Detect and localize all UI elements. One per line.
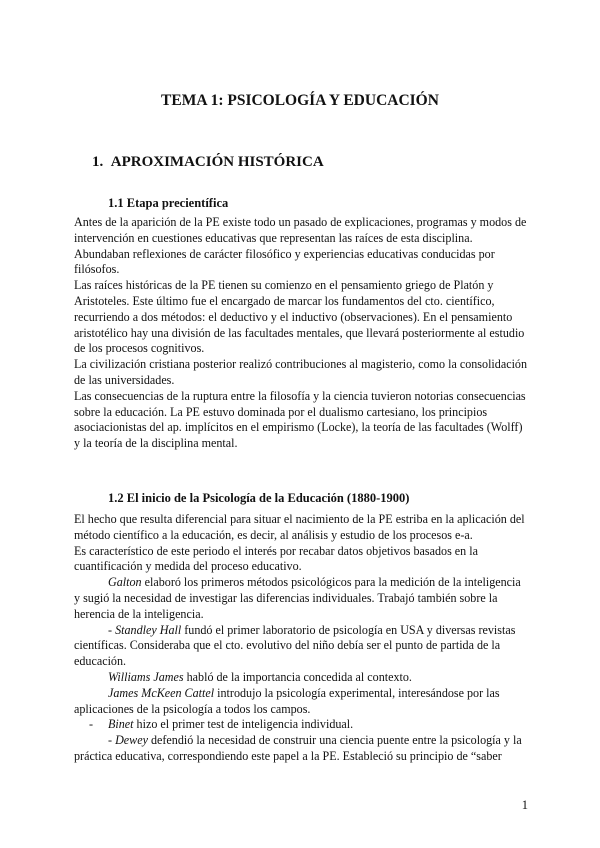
text-line: científicas. Consideraba que el cto. evolutivo del niño debía ser el punto de partida de la	[74, 638, 501, 653]
paragraph-cattel	[74, 686, 528, 702]
subsection-heading-1-1: 1.1 Etapa precientífica	[108, 196, 229, 210]
text-line: El hecho que resulta diferencial para situar el nacimiento de la PE estriba en la aplicación del	[74, 512, 525, 526]
paragraph-galton	[74, 575, 528, 591]
paragraph-james	[74, 670, 528, 686]
text-line: aplicaciones de la psicología a todos los campos.	[74, 701, 311, 716]
text-line: Las consecuencias de la ruptura entre la filosofía y la ciencia tuvieron notorias consecuencias	[74, 388, 526, 403]
subsection-heading-1-2: 1.2 El inicio de la Psicología de la Educación (1880-1900)	[108, 491, 410, 505]
subsection-1-1-body	[74, 215, 528, 452]
subsection-1-2-body	[74, 512, 528, 765]
author-name: Standley Hall	[115, 622, 182, 637]
text-line: Antes de la aparición de la PE existe todo un pasado de explicaciones, programas y modos de	[74, 215, 527, 229]
text-line: filósofos.	[74, 262, 120, 277]
text-line: educación.	[74, 654, 127, 669]
author-name: Williams James	[108, 669, 184, 684]
paragraph-binet	[74, 717, 528, 733]
author-name: James McKeen Cattel	[108, 685, 215, 700]
text-line: asociacionistas del ap. implícitos en el empirismo (Locke), la teoría de las facultades (Wolff)	[74, 420, 523, 435]
text-fragment: defendió la necesidad de construir una ciencia puente entre la psicología y la	[147, 733, 522, 748]
text-line: Aristoteles. Este último fue el encargado de marcar los fundamentos del cto. científico,	[74, 293, 495, 308]
page-number: 1	[521, 798, 528, 812]
paragraph-dewey	[74, 733, 528, 749]
list-dash: -	[108, 622, 116, 637]
text-line: Abundaban reflexiones de carácter filosófico y experiencias educativas conducidas por	[74, 246, 495, 261]
author-name: Binet	[108, 717, 134, 732]
text-line: de las universidades.	[74, 372, 175, 387]
text-fragment: introdujo la psicología experimental, interesándose por las	[214, 685, 500, 700]
section-heading-1	[92, 154, 324, 171]
text-line: aristotélico hay una división de las facultades mentales, que llevará posteriormente al estudio	[74, 325, 525, 340]
text-fragment: habló de la importancia concedida al contexto.	[183, 669, 412, 684]
text-line: sobre la educación. La PE estuvo dominada por el dualismo cartesiano, los principios	[74, 404, 488, 419]
text-line: y sugió la necesidad de investigar las diferencias individuales. Trabajó también sobre la	[74, 590, 498, 605]
text-line: intervención en cuestiones educativas que representan las raíces de esta disciplina.	[74, 230, 473, 245]
text-line: Es característico de este periodo el interés por recabar datos objetivos basados en la	[74, 543, 478, 558]
section-title: APROXIMACIÓN HISTÓRICA	[110, 154, 324, 170]
text-line: La civilización cristiana posterior realizó contribuciones al magisterio, como la consolidación	[74, 357, 528, 372]
list-dash: -	[108, 733, 116, 748]
page-title: TEMA 1: PSICOLOGÍA Y EDUCACIÓN	[161, 92, 439, 109]
text-line: recurriendo a dos métodos: el deductivo y el inductivo (observaciones). En el pensamiento	[74, 309, 513, 324]
author-name: Dewey	[115, 733, 148, 748]
text-fragment: hizo el primer test de inteligencia individual.	[133, 717, 354, 732]
text-line: cuantificación y medida del proceso educativo.	[74, 559, 302, 574]
text-line: práctica educativa, correspondiendo este papel a la PE. Estableció su principio de “saber	[74, 748, 502, 763]
author-name: Galton	[108, 575, 142, 590]
text-line: Las raíces históricas de la PE tienen su comienzo en el pensamiento griego de Platón y	[74, 278, 494, 293]
text-line: herencia de la inteligencia.	[74, 606, 204, 621]
section-number: 1.	[92, 154, 104, 170]
text-fragment: fundó el primer laboratorio de psicología en USA y diversas revistas	[181, 622, 516, 637]
text-line: de los procesos cognitivos.	[74, 341, 205, 356]
text-line: y la teoría de la disciplina mental.	[74, 436, 238, 451]
text-fragment: elaboró los primeros métodos psicológicos para la medición de la inteligencia	[141, 575, 521, 590]
list-dash: -	[88, 717, 94, 732]
text-line: método científico a la educación, es decir, al análisis y estudio de los procesos e-a.	[74, 527, 473, 542]
paragraph-hall	[74, 623, 528, 639]
